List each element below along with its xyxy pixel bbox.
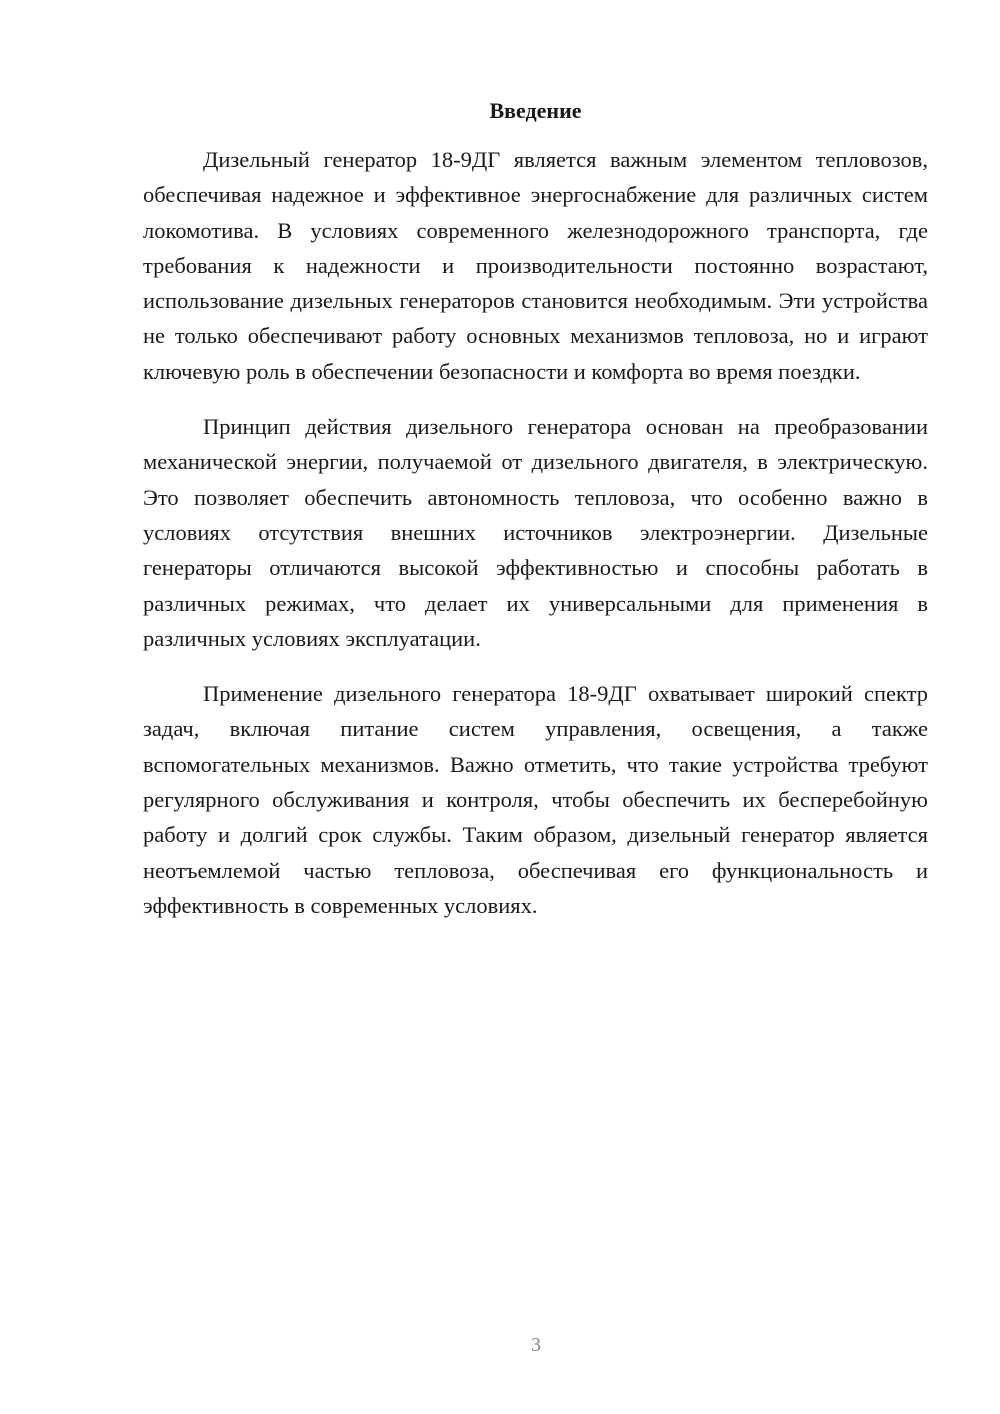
section-heading: Введение (489, 98, 582, 123)
paragraph-2: Принцип действия дизельного генератора основан на преобразовании механической энергии, получаемой от дизельного двигателя, в электрическую. Это позволяет обеспечить автономность тепловоза, что особенно важно в условиях отсутствия внешних источников электроэнергии. Дизельные генераторы отличаются высокой эффективностью и способны работать в различных режимах, что делает их универсальными для применения в различных условиях эксплуатации. (143, 414, 928, 651)
page-number: 3 (531, 1334, 541, 1356)
paragraph-3: Применение дизельного генератора 18-9ДГ охватывает широкий спектр задач, включая питание систем управления, освещения, а также вспомогательных механизмов. Важно отметить, что такие устройства требуют регулярного обслуживания и контроля, чтобы обеспечить их бесперебойную работу и долгий срок службы. Таким образом, дизельный генератор является неотъемлемой частью тепловоза, обеспечивая его функциональность и эффективность в современных условиях. (143, 681, 928, 918)
body-text (143, 142, 928, 943)
paragraph-1: Дизельный генератор 18-9ДГ является важным элементом тепловозов, обеспечивая надежное и эффективное энергоснабжение для различных систем локомотива. В условиях современного железнодорожного транспорта, где требования к надежности и производительности постоянно возрастают, использование дизельных генераторов становится необходимым. Эти устройства не только обеспечивают работу основных механизмов тепловоза, но и играют ключевую роль в обеспечении безопасности и комфорта во время поездки. (143, 147, 928, 384)
